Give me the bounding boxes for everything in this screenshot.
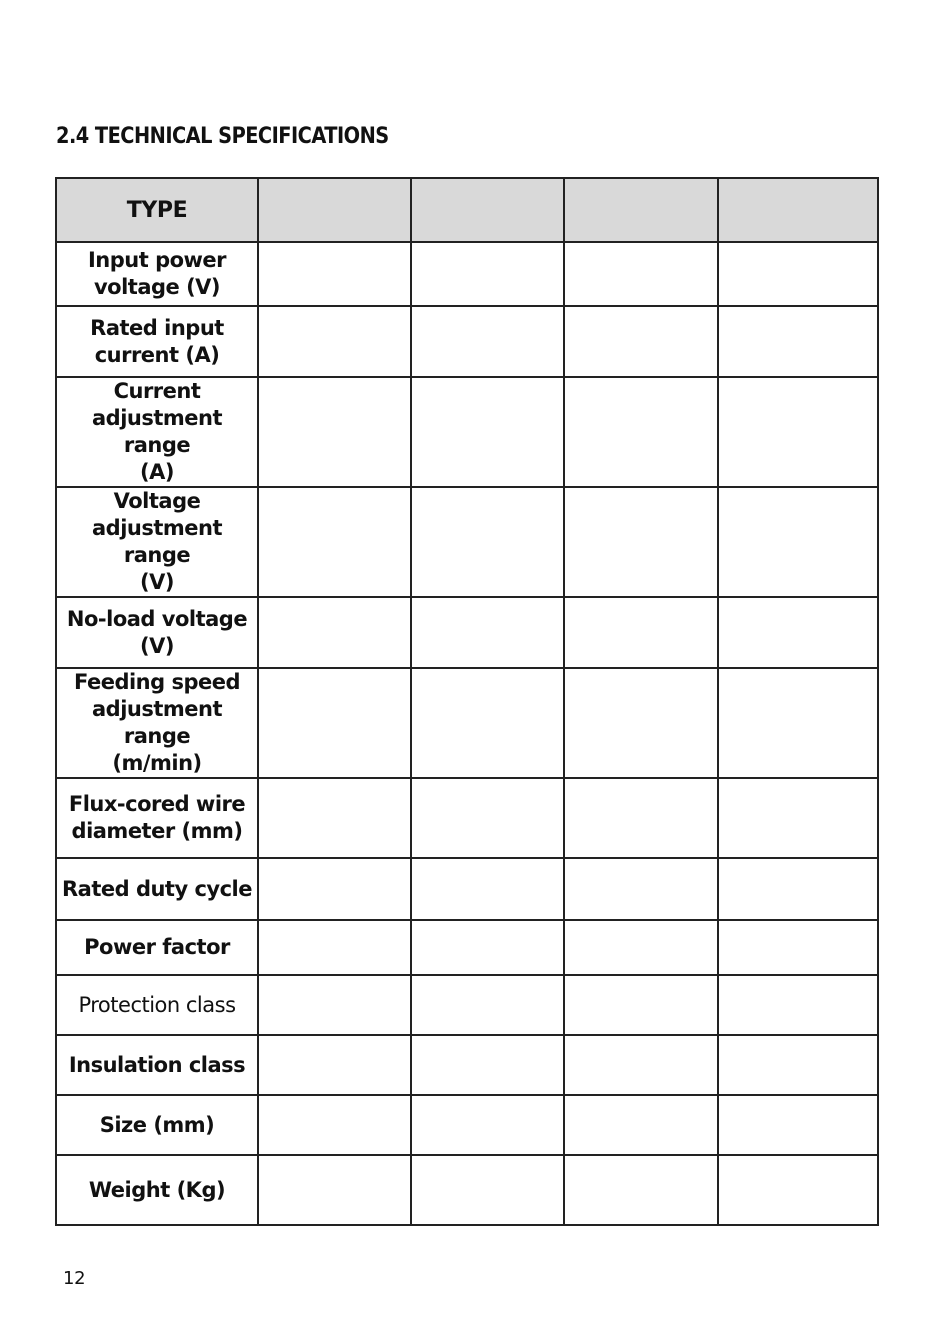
header-model-2 [411,178,564,242]
row-label: Power factor [56,920,258,975]
table-cell [564,242,718,306]
table-cell [718,242,878,306]
technical-specifications-table [55,177,879,1226]
table-cell [564,597,718,668]
table-cell [718,858,878,920]
table-cell [411,487,564,597]
table-cell [258,487,411,597]
table-cell [411,975,564,1035]
table-cell [258,858,411,920]
table-row [56,858,878,920]
table-row [56,306,878,377]
section-title: 2.4 TECHNICAL SPECIFICATIONS [56,124,389,149]
table-cell [564,1095,718,1155]
table-row [56,668,878,778]
table-cell [258,975,411,1035]
table-row [56,597,878,668]
table-cell [258,778,411,858]
table-cell [411,1095,564,1155]
table-cell [411,377,564,487]
row-label: Rated input current (A) [56,306,258,377]
table-cell [718,668,878,778]
row-label: Feeding speed adjustment range (m/min) [56,668,258,778]
table-row [56,487,878,597]
table-cell [411,778,564,858]
header-model-1 [258,178,411,242]
row-label: No-load voltage (V) [56,597,258,668]
table-cell [718,920,878,975]
table-cell [258,1095,411,1155]
table-cell [564,1035,718,1095]
header-type: TYPE [56,178,258,242]
table-cell [718,597,878,668]
row-label: Voltage adjustment range (V) [56,487,258,597]
table-cell [411,668,564,778]
table-cell [258,920,411,975]
table-cell [718,306,878,377]
table-cell [564,975,718,1035]
table-row [56,1035,878,1095]
table-cell [411,597,564,668]
row-label: Protection class [56,975,258,1035]
table-cell [564,920,718,975]
page-number: 12 [63,1268,86,1289]
table-row [56,1155,878,1225]
table-cell [258,377,411,487]
table-cell [258,668,411,778]
row-label: Input power voltage (V) [56,242,258,306]
table-cell [258,597,411,668]
table-cell [258,1155,411,1225]
table-cell [718,1095,878,1155]
table-row [56,242,878,306]
table-row [56,778,878,858]
table-cell [411,306,564,377]
table-cell [258,242,411,306]
table-row [56,975,878,1035]
table-cell [564,1155,718,1225]
table-cell [411,1035,564,1095]
header-model-4 [718,178,878,242]
table-cell [564,778,718,858]
table-cell [718,1035,878,1095]
table-cell [564,858,718,920]
table-cell [564,487,718,597]
table-cell [411,920,564,975]
row-label: Insulation class [56,1035,258,1095]
row-label: Rated duty cycle [56,858,258,920]
table-cell [411,242,564,306]
table-cell [564,668,718,778]
table-cell [258,1035,411,1095]
table-cell [718,975,878,1035]
row-label: Flux-cored wire diameter (mm) [56,778,258,858]
table-cell [564,306,718,377]
table-cell [718,377,878,487]
table-row [56,1095,878,1155]
table-cell [718,1155,878,1225]
table-cell [411,1155,564,1225]
table-header-row [56,178,878,242]
table-cell [564,377,718,487]
header-model-3 [564,178,718,242]
table-cell [258,306,411,377]
table-row [56,920,878,975]
table-cell [718,778,878,858]
table-row [56,377,878,487]
row-label: Weight (Kg) [56,1155,258,1225]
table-cell [411,858,564,920]
table-cell [718,487,878,597]
row-label: Size (mm) [56,1095,258,1155]
row-label: Current adjustment range (A) [56,377,258,487]
